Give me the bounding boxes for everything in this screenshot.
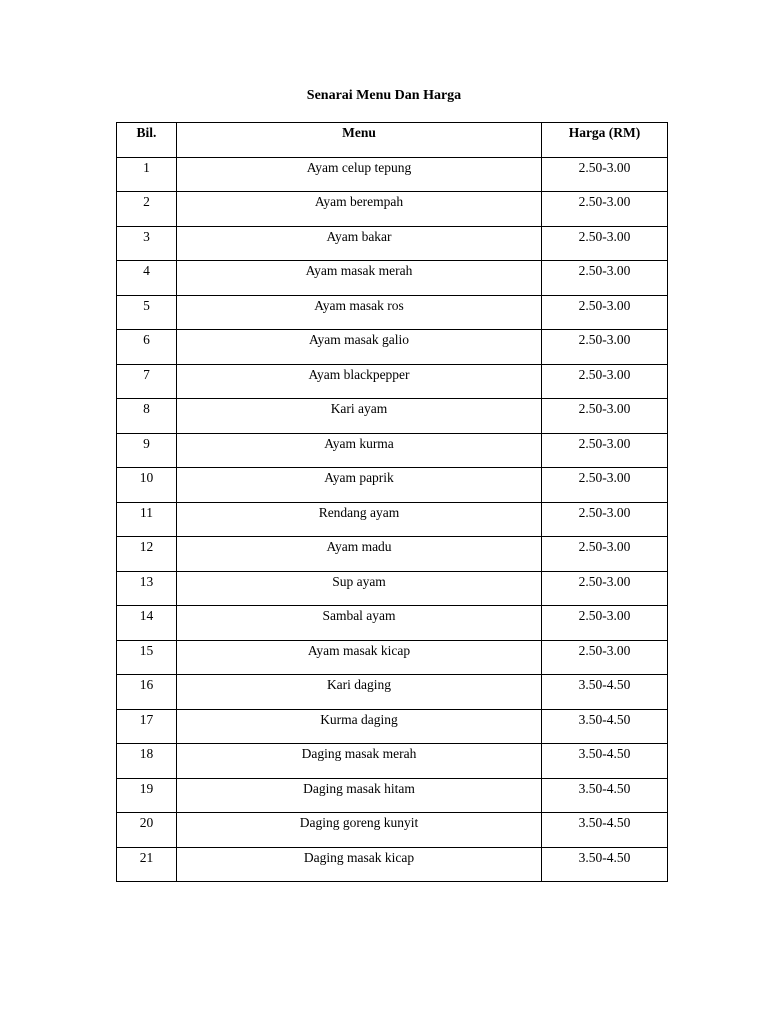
row-menu: Daging masak merah (177, 744, 542, 779)
row-no: 2 (117, 192, 177, 227)
row-price: 2.50-3.00 (542, 606, 668, 641)
table-row (117, 261, 668, 296)
header-price: Harga (RM) (542, 123, 668, 158)
row-no: 13 (117, 571, 177, 606)
row-price: 2.50-3.00 (542, 364, 668, 399)
row-no: 8 (117, 399, 177, 434)
row-menu: Ayam masak galio (177, 330, 542, 365)
table-row (117, 675, 668, 710)
table-row (117, 709, 668, 744)
table-row (117, 502, 668, 537)
row-menu: Kari ayam (177, 399, 542, 434)
row-menu: Ayam berempah (177, 192, 542, 227)
row-no: 21 (117, 847, 177, 882)
row-no: 10 (117, 468, 177, 503)
row-no: 7 (117, 364, 177, 399)
table-row (117, 192, 668, 227)
menu-price-table (116, 122, 668, 882)
row-no: 6 (117, 330, 177, 365)
row-no: 4 (117, 261, 177, 296)
page-title: Senarai Menu Dan Harga (306, 88, 462, 103)
row-no: 17 (117, 709, 177, 744)
row-menu: Ayam madu (177, 537, 542, 572)
row-price: 2.50-3.00 (542, 330, 668, 365)
row-price: 2.50-3.00 (542, 502, 668, 537)
row-menu: Ayam blackpepper (177, 364, 542, 399)
row-menu: Daging masak kicap (177, 847, 542, 882)
header-menu: Menu (177, 123, 542, 158)
row-no: 19 (117, 778, 177, 813)
table-row (117, 847, 668, 882)
row-price: 2.50-3.00 (542, 399, 668, 434)
row-price: 2.50-3.00 (542, 295, 668, 330)
table-row (117, 157, 668, 192)
row-price: 2.50-3.00 (542, 571, 668, 606)
row-price: 2.50-3.00 (542, 640, 668, 675)
row-menu: Sambal ayam (177, 606, 542, 641)
table-row (117, 399, 668, 434)
row-price: 3.50-4.50 (542, 813, 668, 848)
row-price: 3.50-4.50 (542, 778, 668, 813)
row-price: 2.50-3.00 (542, 192, 668, 227)
row-menu: Kurma daging (177, 709, 542, 744)
row-price: 2.50-3.00 (542, 226, 668, 261)
row-menu: Ayam paprik (177, 468, 542, 503)
row-price: 3.50-4.50 (542, 847, 668, 882)
row-price: 2.50-3.00 (542, 433, 668, 468)
row-no: 5 (117, 295, 177, 330)
row-menu: Ayam masak ros (177, 295, 542, 330)
row-menu: Daging goreng kunyit (177, 813, 542, 848)
table-row (117, 295, 668, 330)
table-row (117, 364, 668, 399)
row-price: 3.50-4.50 (542, 675, 668, 710)
row-no: 15 (117, 640, 177, 675)
table-row (117, 468, 668, 503)
row-no: 18 (117, 744, 177, 779)
row-price: 2.50-3.00 (542, 157, 668, 192)
row-menu: Ayam masak merah (177, 261, 542, 296)
table-row (117, 433, 668, 468)
table-row (117, 606, 668, 641)
row-price: 2.50-3.00 (542, 537, 668, 572)
header-no: Bil. (117, 123, 177, 158)
row-menu: Ayam celup tepung (177, 157, 542, 192)
row-menu: Ayam kurma (177, 433, 542, 468)
table-header-row (117, 123, 668, 158)
row-price: 3.50-4.50 (542, 709, 668, 744)
row-menu: Rendang ayam (177, 502, 542, 537)
row-no: 14 (117, 606, 177, 641)
row-price: 2.50-3.00 (542, 468, 668, 503)
table-row (117, 226, 668, 261)
row-no: 20 (117, 813, 177, 848)
row-menu: Kari daging (177, 675, 542, 710)
row-price: 3.50-4.50 (542, 744, 668, 779)
table-row (117, 330, 668, 365)
row-no: 3 (117, 226, 177, 261)
row-menu: Ayam bakar (177, 226, 542, 261)
row-menu: Daging masak hitam (177, 778, 542, 813)
table-row (117, 778, 668, 813)
row-no: 11 (117, 502, 177, 537)
table-row (117, 537, 668, 572)
row-no: 16 (117, 675, 177, 710)
row-menu: Sup ayam (177, 571, 542, 606)
table-row (117, 813, 668, 848)
row-menu: Ayam masak kicap (177, 640, 542, 675)
row-no: 9 (117, 433, 177, 468)
table-row (117, 640, 668, 675)
row-no: 12 (117, 537, 177, 572)
table-row (117, 571, 668, 606)
row-price: 2.50-3.00 (542, 261, 668, 296)
table-row (117, 744, 668, 779)
row-no: 1 (117, 157, 177, 192)
